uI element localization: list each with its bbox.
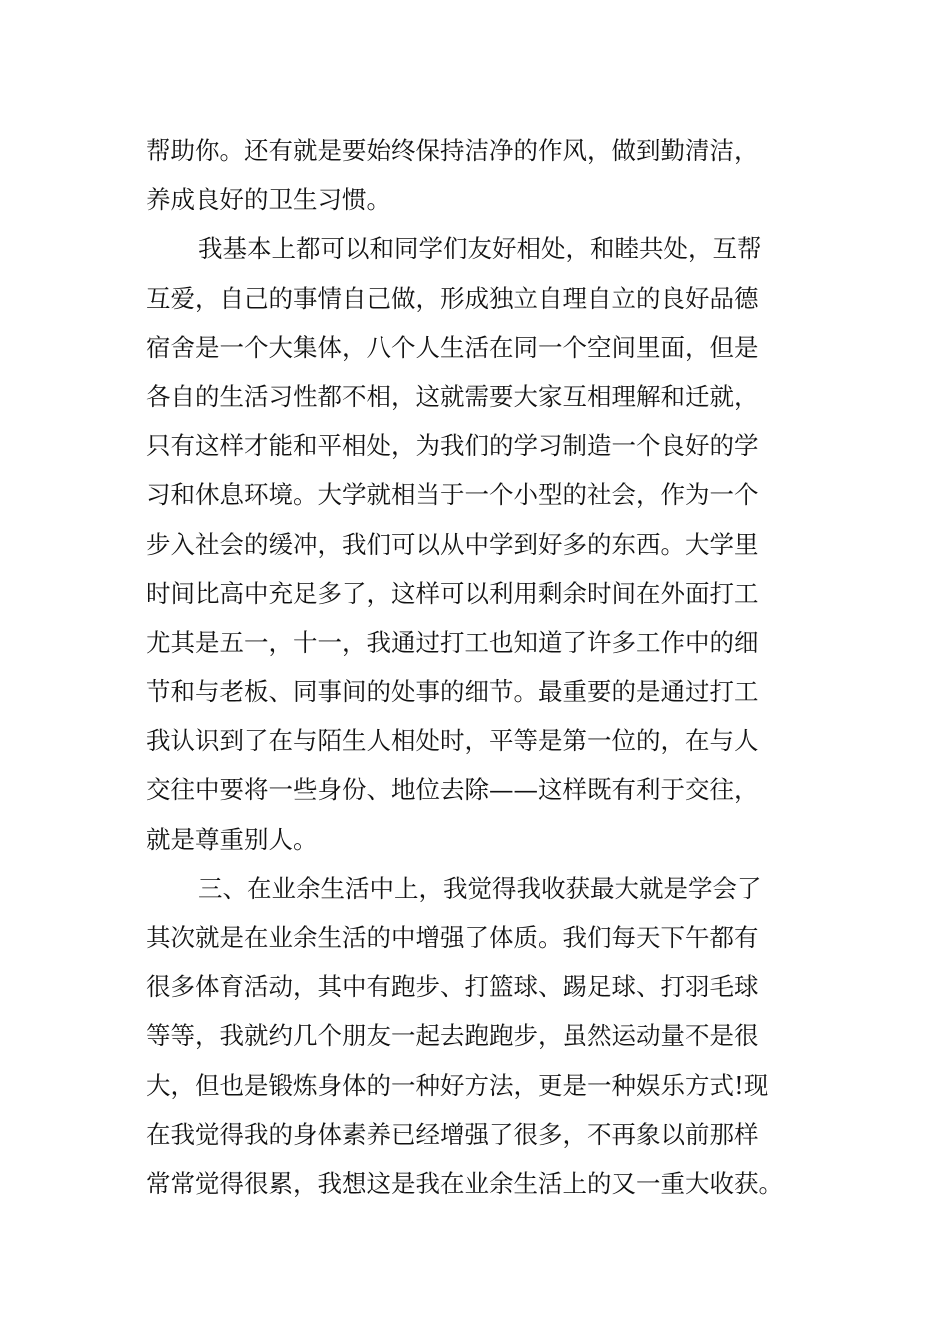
paragraph-start-line: 我基本上都可以和同学们友好相处，和睦共处，互帮 (198, 234, 762, 264)
text-line: 常常觉得很累，我想这是我在业余生活上的又一重大收获。 (146, 1168, 783, 1198)
text-line: 很多体育活动，其中有跑步、打篮球、踢足球、打羽毛球 (146, 972, 759, 1002)
text-line: 等等，我就约几个朋友一起去跑跑步，虽然运动量不是很 (146, 1021, 759, 1051)
text-line: 节和与老板、同事间的处事的细节。最重要的是通过打工 (146, 677, 759, 707)
text-line: 步入社会的缓冲，我们可以从中学到好多的东西。大学里 (146, 529, 759, 559)
text-line: 宿舍是一个大集体，八个人生活在同一个空间里面，但是 (146, 332, 759, 362)
text-line: 尤其是五一，十一，我通过打工也知道了许多工作中的细 (146, 627, 759, 657)
text-line: 只有这样才能和平相处，为我们的学习制造一个良好的学 (146, 431, 759, 461)
text-line: 习和休息环境。大学就相当于一个小型的社会，作为一个 (146, 480, 759, 510)
text-line: 就是尊重别人。 (146, 824, 318, 854)
text-line: 各自的生活习性都不相，这就需要大家互相理解和迁就， (146, 381, 759, 411)
text-line: 交往中要将一些身份、地位去除——这样既有利于交往， (146, 775, 759, 805)
text-line: 在我觉得我的身体素养已经增强了很多，不再象以前那样 (146, 1119, 759, 1149)
text-line: 我认识到了在与陌生人相处时，平等是第一位的，在与人 (146, 726, 759, 756)
text-line: 其次就是在业余生活的中增强了体质。我们每天下午都有 (146, 923, 759, 952)
text-line: 大，但也是锻炼身体的一种好方法，更是一种娱乐方式!现 (146, 1070, 769, 1100)
body-text (146, 126, 826, 1208)
text-line: 互爱，自己的事情自己做，形成独立自理自立的良好品德 (146, 283, 759, 313)
paragraph-start-line: 三、在业余生活中上，我觉得我收获最大就是学会了 (198, 873, 762, 903)
text-line: 帮助你。还有就是要始终保持洁净的作风，做到勤清洁， (146, 136, 759, 165)
text-line: 养成良好的卫生习惯。 (146, 185, 391, 215)
text-line: 时间比高中充足多了，这样可以利用剩余时间在外面打工 (146, 578, 759, 608)
